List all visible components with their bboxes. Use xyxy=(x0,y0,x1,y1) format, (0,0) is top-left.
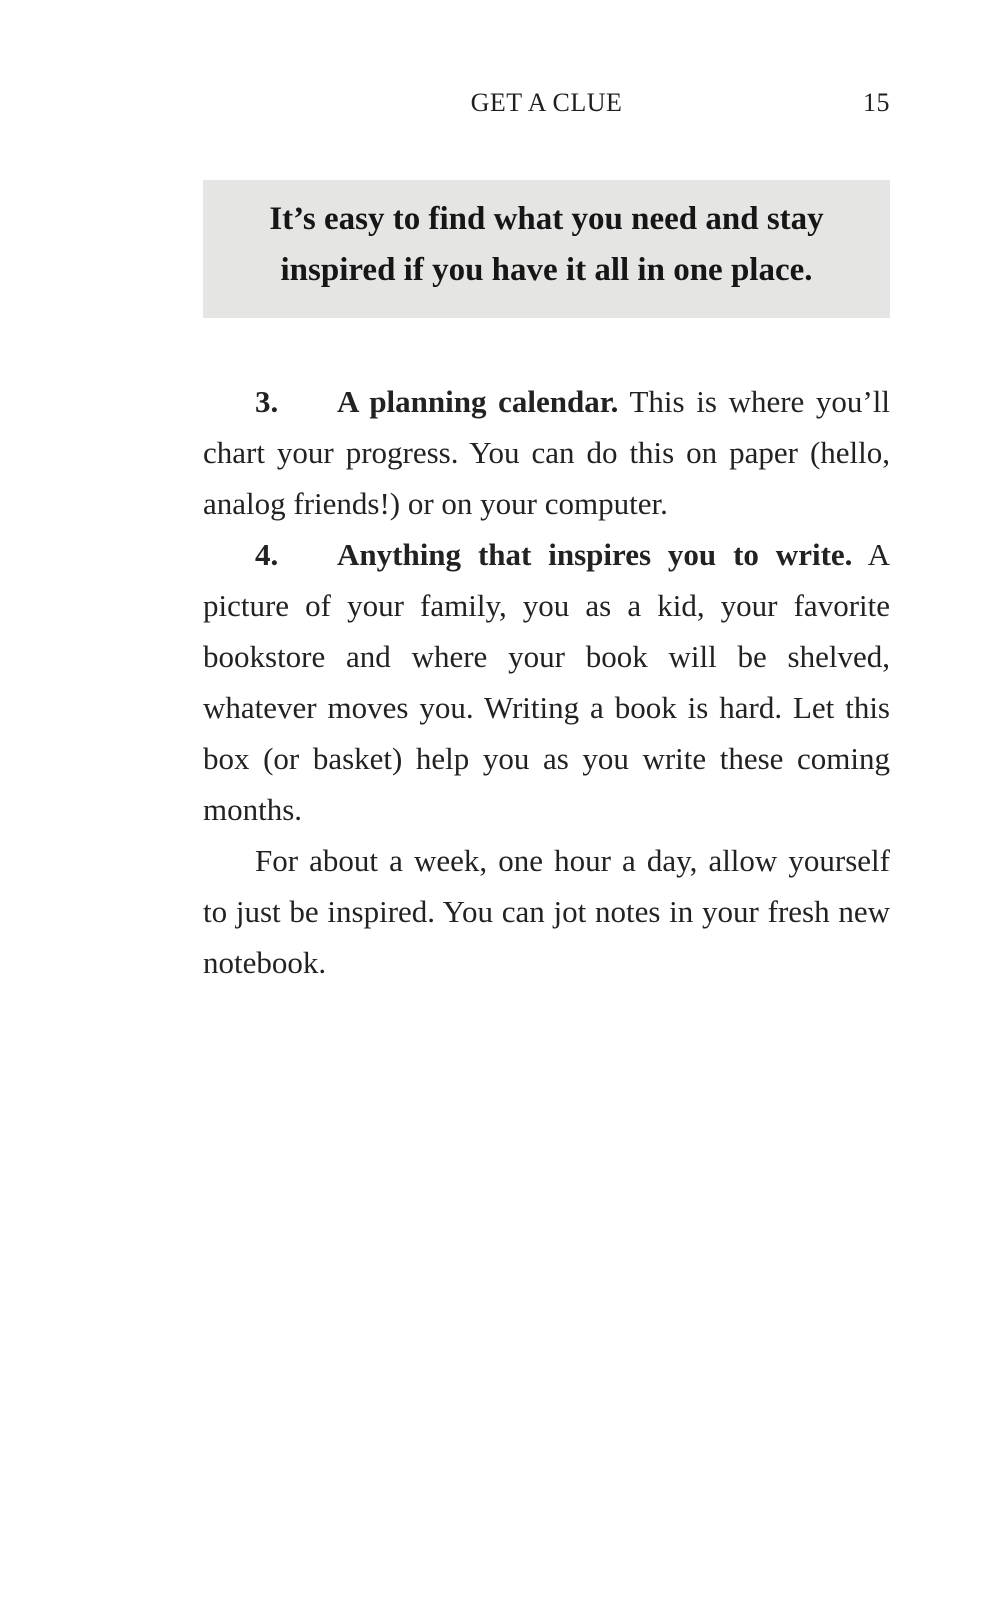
item-number: 4. xyxy=(255,537,279,572)
list-item xyxy=(203,376,890,529)
item-heading: Anything that inspires you to write. xyxy=(337,537,853,572)
pull-quote-text: It’s easy to find what you need and stay inspired if you have it all in one place. xyxy=(269,201,824,288)
running-title: GET A CLUE xyxy=(470,88,623,117)
running-header xyxy=(203,88,890,128)
list-item xyxy=(203,529,890,835)
item-heading: A planning calendar. xyxy=(337,384,619,419)
item-text: A picture of your family, you as a kid, your favorite bookstore and where your book will be shelved, whatever moves you. Writing a book is hard. Let this box (or basket) help you as you write these coming months. xyxy=(203,537,890,827)
page-number: 15 xyxy=(863,88,890,117)
body-text xyxy=(203,376,890,988)
item-text: This is where you’ll chart your progress. You can do this on paper (hello, analog friends!) or on your computer. xyxy=(203,384,890,521)
item-number: 3. xyxy=(255,384,279,419)
pull-quote-box xyxy=(203,180,890,318)
paragraph: For about a week, one hour a day, allow yourself to just be inspired. You can jot notes in your fresh new notebook. xyxy=(203,843,890,980)
